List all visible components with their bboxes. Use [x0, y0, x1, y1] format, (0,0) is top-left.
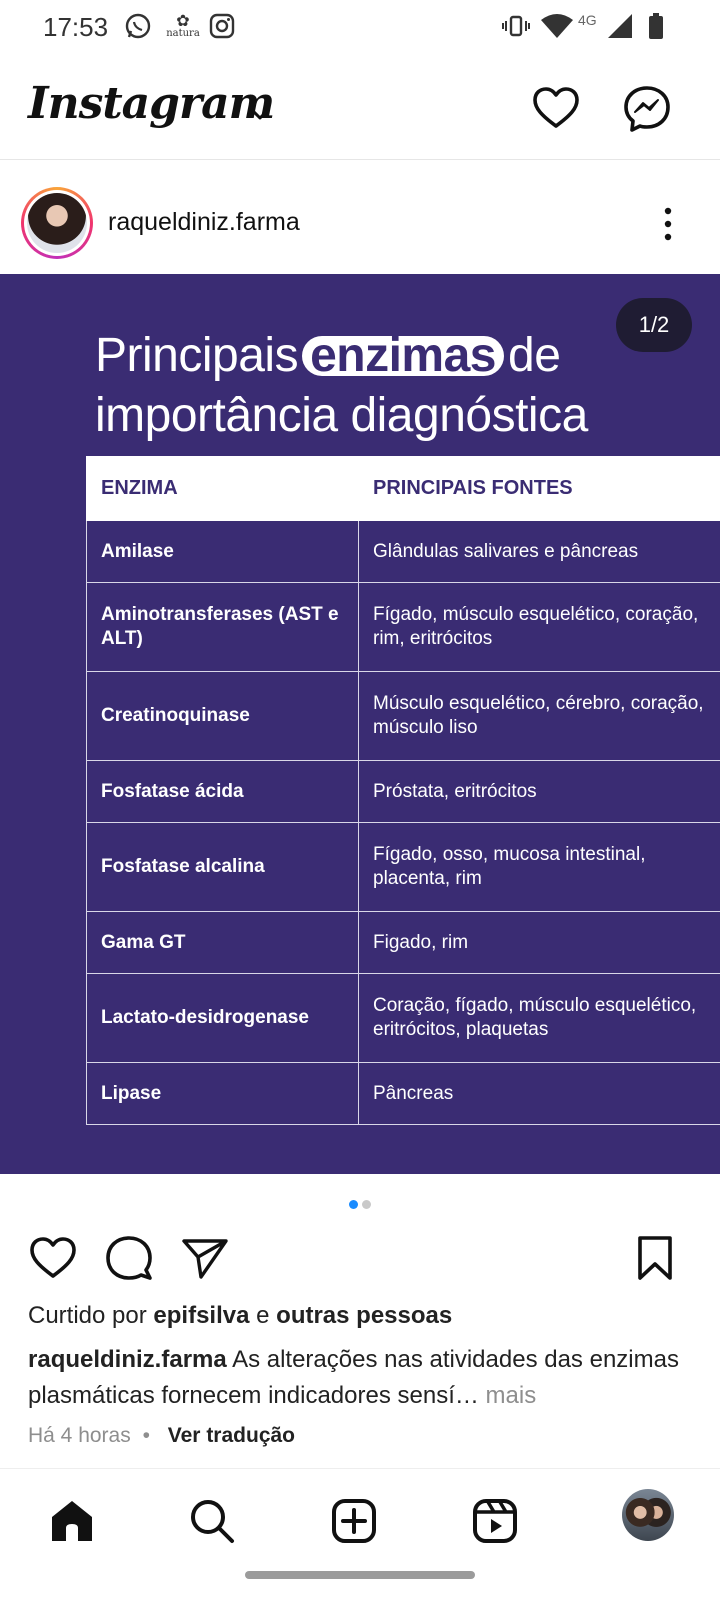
- instagram-logo[interactable]: Instagram: [28, 78, 275, 129]
- natura-label: natura: [166, 28, 200, 39]
- story-avatar[interactable]: [21, 187, 93, 259]
- enzyme-sources: Fígado, osso, mucosa intestinal, placenta, rim: [359, 823, 720, 912]
- table-row: [87, 823, 720, 912]
- column-header-enzyme: ENZIMA: [87, 457, 359, 521]
- bookmark-icon[interactable]: [630, 1233, 680, 1283]
- whatsapp-icon: [124, 12, 152, 40]
- table-row: [87, 912, 720, 974]
- likes-line[interactable]: [28, 1302, 452, 1330]
- enzyme-sources: Glândulas salivares e pâncreas: [359, 521, 720, 583]
- status-bar: [0, 0, 720, 52]
- more-options-icon[interactable]: [662, 206, 674, 242]
- post-meta: [28, 1424, 295, 1448]
- comment-icon[interactable]: [104, 1233, 154, 1283]
- enzyme-sources: Fígado, músculo esquelético, coração, rim, eritrócitos: [359, 583, 720, 672]
- create-icon[interactable]: [330, 1497, 378, 1545]
- enzyme-name: Creatinoquinase: [87, 672, 359, 761]
- caption[interactable]: [28, 1342, 698, 1414]
- enzyme-name: Fosfatase ácida: [87, 761, 359, 823]
- likes-connector: e: [256, 1302, 270, 1329]
- enzyme-name: Gama GT: [87, 912, 359, 974]
- caption-username[interactable]: raqueldiniz.farma: [28, 1346, 227, 1373]
- post-image[interactable]: [0, 274, 720, 1174]
- table-header-row: [87, 457, 720, 521]
- likes-user[interactable]: epifsilva: [153, 1302, 250, 1329]
- battery-icon: [646, 12, 666, 40]
- title-line2: importância diagnóstica: [95, 389, 588, 442]
- translate-link[interactable]: Ver tradução: [167, 1424, 296, 1447]
- likes-prefix: Curtido por: [28, 1302, 147, 1329]
- network-label: 4G: [578, 12, 597, 28]
- post-header: [0, 160, 720, 274]
- carousel-indicator: [0, 1196, 720, 1214]
- messenger-icon[interactable]: [622, 84, 672, 134]
- wifi-icon: [540, 12, 574, 40]
- post-username[interactable]: raqueldiniz.farma: [108, 208, 300, 236]
- bottom-nav: [0, 1468, 720, 1578]
- chevron-down-icon[interactable]: [246, 100, 274, 128]
- carousel-dot: [362, 1200, 371, 1209]
- enzyme-sources: Músculo esquelético, cérebro, coração, músculo liso: [359, 672, 720, 761]
- post-time: Há 4 horas: [28, 1424, 131, 1447]
- vibrate-icon: [502, 12, 530, 40]
- carousel-dot-active: [349, 1200, 358, 1209]
- avatar: [27, 193, 87, 253]
- slide-title: [95, 326, 588, 446]
- enzyme-sources: Figado, rim: [359, 912, 720, 974]
- instagram-icon: [208, 12, 236, 40]
- caption-text: As alterações nas atividades das enzimas plasmáticas fornecem indicadores sensí…: [28, 1346, 679, 1409]
- app-header: [0, 58, 720, 160]
- reels-icon[interactable]: [471, 1497, 519, 1545]
- enzyme-sources: Próstata, eritrócitos: [359, 761, 720, 823]
- enzyme-name: Lactato-desidrogenase: [87, 974, 359, 1063]
- table-row: [87, 583, 720, 672]
- enzyme-name: Lipase: [87, 1063, 359, 1125]
- enzyme-name: Amilase: [87, 521, 359, 583]
- table-row: [87, 1063, 720, 1125]
- home-indicator[interactable]: [245, 1571, 475, 1579]
- enzyme-table: [86, 456, 720, 1125]
- enzyme-name: Aminotransferases (AST e ALT): [87, 583, 359, 672]
- enzyme-name: Fosfatase alcalina: [87, 823, 359, 912]
- table-row: [87, 761, 720, 823]
- page-indicator: 1/2: [616, 298, 692, 352]
- table-row: [87, 672, 720, 761]
- share-icon[interactable]: [180, 1233, 230, 1283]
- heart-icon[interactable]: [531, 84, 581, 134]
- table-row: [87, 521, 720, 583]
- column-header-sources: PRINCIPAIS FONTES: [359, 457, 720, 521]
- profile-avatar[interactable]: [622, 1489, 674, 1541]
- title-highlight: enzimas: [302, 336, 504, 376]
- title-suffix: de: [508, 329, 561, 382]
- status-time: 17:53: [43, 12, 109, 42]
- caption-more-link[interactable]: mais: [485, 1382, 537, 1409]
- signal-icon: [606, 12, 634, 40]
- meta-separator: •: [142, 1424, 150, 1447]
- table-row: [87, 974, 720, 1063]
- like-heart-icon[interactable]: [28, 1233, 78, 1283]
- title-prefix: Principais: [95, 329, 299, 382]
- enzyme-sources: Pâncreas: [359, 1063, 720, 1125]
- likes-others[interactable]: outras pessoas: [276, 1302, 453, 1329]
- search-icon[interactable]: [188, 1497, 236, 1545]
- home-icon[interactable]: [48, 1497, 96, 1545]
- enzyme-sources: Coração, fígado, músculo esquelético, eritrócitos, plaquetas: [359, 974, 720, 1063]
- natura-icon: ✿ natura: [166, 11, 200, 39]
